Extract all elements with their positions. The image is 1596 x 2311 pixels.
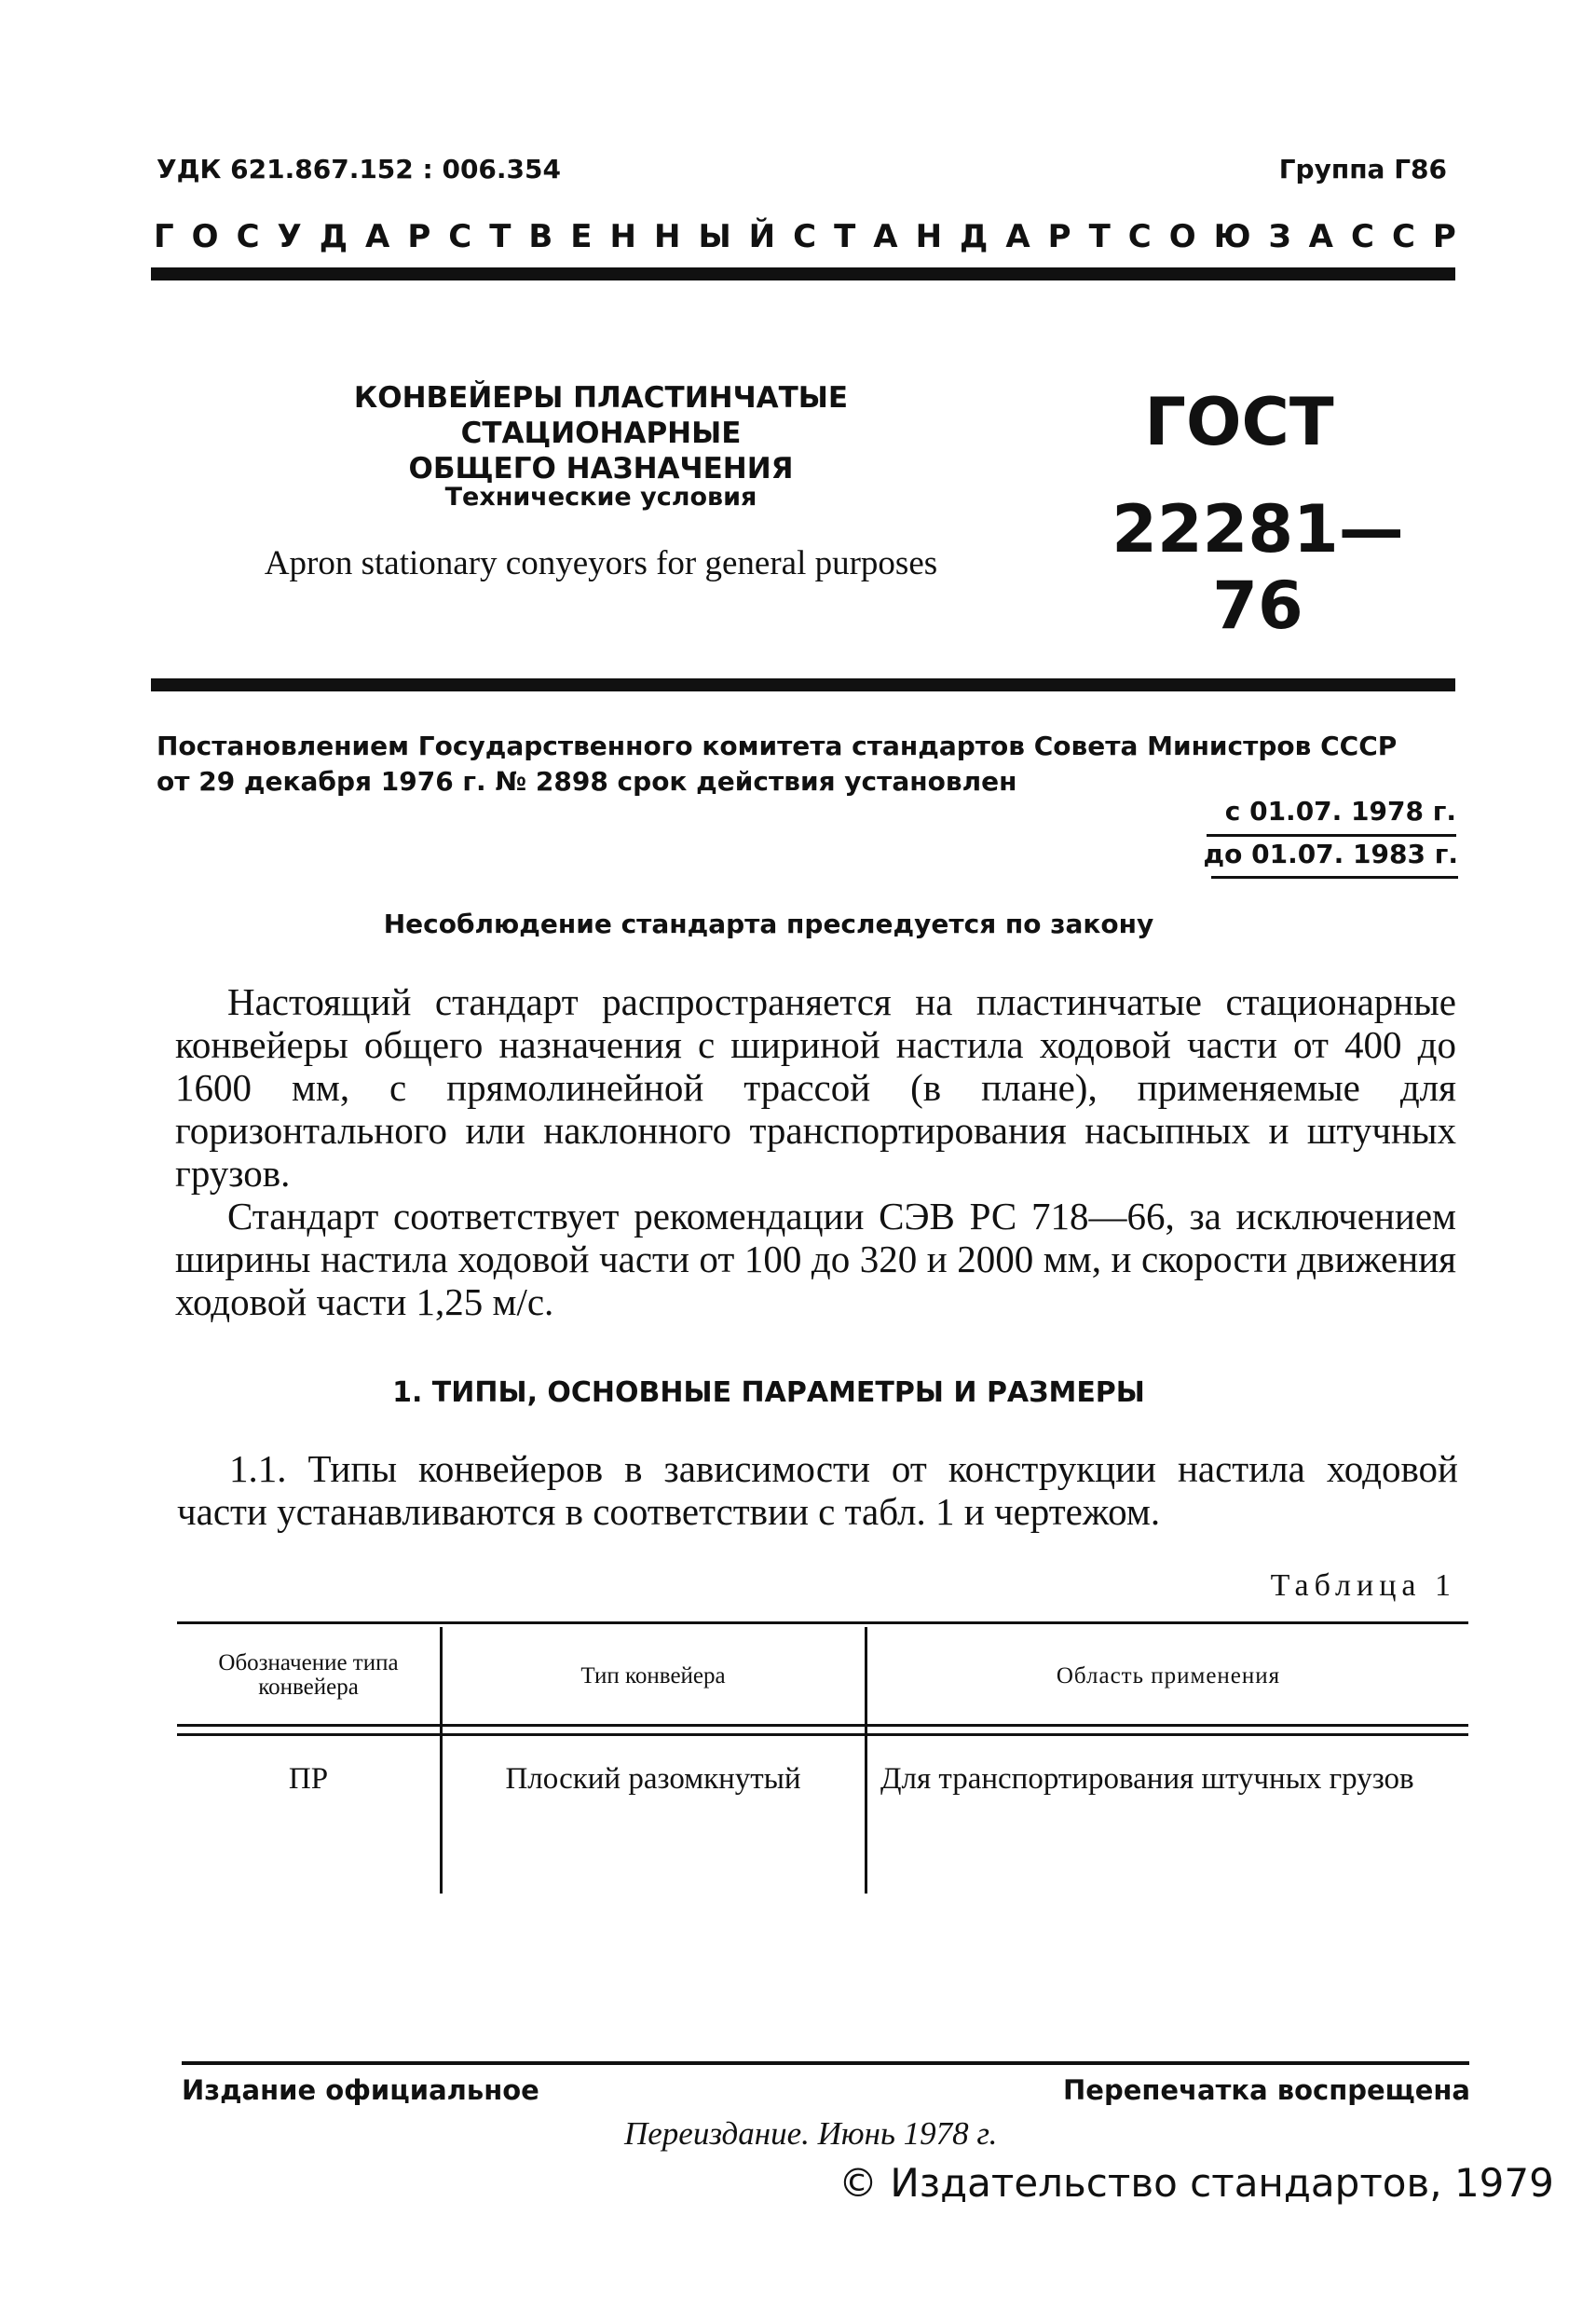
edition-label: Издание официальное xyxy=(182,2074,539,2106)
document-title xyxy=(210,380,992,486)
title-line-1: КОНВЕЙЕРЫ ПЛАСТИНЧАТЫЕ СТАЦИОНАРНЫЕ xyxy=(353,381,849,450)
validity-date-from: с 01.07. 1978 г. xyxy=(1224,796,1456,827)
document-subtitle: Технические условия xyxy=(444,483,757,512)
table-header-designation: Обозначение типа конвейера xyxy=(218,1650,399,1700)
table-top-rule xyxy=(177,1621,1468,1624)
banner-word: ГОСУДАРСТВЕННЫЙ xyxy=(154,218,794,255)
table-header-application: Область применения xyxy=(1056,1663,1281,1689)
title-line-2: ОБЩЕГО НАЗНАЧЕНИЯ xyxy=(408,452,794,485)
intro-text xyxy=(175,980,1456,1323)
english-title: Apron stationary conyeyors for general purposes xyxy=(264,544,938,582)
clause-1-1: 1.1. Типы конвейеров в зависимости от конструкции настила ходовой части устанавливаются в соответствии с табл. 1 и чертежом. xyxy=(177,1447,1458,1533)
date-rule xyxy=(1211,876,1458,879)
group-code: Группа Г86 xyxy=(1278,154,1447,185)
footer-rule xyxy=(182,2061,1469,2065)
law-notice: Несоблюдение стандарта преследуется по закону xyxy=(383,909,1154,939)
table-column-divider xyxy=(440,1627,443,1894)
date-rule xyxy=(1207,834,1456,837)
table-header-rule xyxy=(177,1724,1468,1736)
title-rule xyxy=(151,678,1455,691)
gost-number: 22281—76 xyxy=(1112,491,1404,644)
validity-date-to: до 01.07. 1983 г. xyxy=(1203,839,1458,869)
header-rule xyxy=(151,267,1455,280)
table-cell-type: Плоский разомкнутый xyxy=(505,1762,801,1796)
banner-word: СОЮЗА xyxy=(1127,218,1351,255)
intro-paragraph-1: Настоящий стандарт распространяется на пластинчатые стационарные конвейеры общего назначения с шириной настила ходовой части от 400 до 1600 мм, с прямолинейной трассой (в плане), применяемые для горизонтального или наклонного транспортирования насыпных и штучных грузов. xyxy=(175,980,1456,1195)
banner-word: СТАНДАРТ xyxy=(793,218,1128,255)
reissue-note: Переиздание. Июнь 1978 г. xyxy=(624,2115,998,2152)
udk-code: УДК 621.867.152 : 006.354 xyxy=(157,154,561,185)
table-header-type: Тип конвейера xyxy=(580,1663,726,1689)
table-cell-designation: ПР xyxy=(288,1762,329,1796)
table-caption: Таблица 1 xyxy=(1270,1568,1456,1603)
copyright-notice: © Издательство стандартов, 1979 xyxy=(839,2160,1554,2206)
decree-line-2: от 29 декабря 1976 г. № 2898 срок действия установлен xyxy=(157,766,1017,797)
reprint-notice: Перепечатка воспрещена xyxy=(1063,2074,1470,2106)
table-cell-application: Для транспортирования штучных грузов xyxy=(880,1762,1414,1796)
section-heading: 1. ТИПЫ, ОСНОВНЫЕ ПАРАМЕТРЫ И РАЗМЕРЫ xyxy=(392,1376,1145,1409)
state-standard-banner xyxy=(154,218,1474,255)
clause-text xyxy=(177,1447,1458,1533)
banner-word: ССР xyxy=(1351,218,1474,255)
intro-paragraph-2: Стандарт соответствует рекомендации СЭВ РС 718—66, за исключением ширины настила ходовой части от 100 до 320 и 2000 мм, и скорости движения ходовой части 1,25 м/с. xyxy=(175,1195,1456,1323)
gost-label: ГОСТ xyxy=(1144,384,1334,460)
decree-line-1: Постановлением Государственного комитета стандартов Совета Министров СССР xyxy=(157,731,1398,761)
decree-text xyxy=(157,729,1452,800)
table-column-divider xyxy=(865,1627,867,1894)
